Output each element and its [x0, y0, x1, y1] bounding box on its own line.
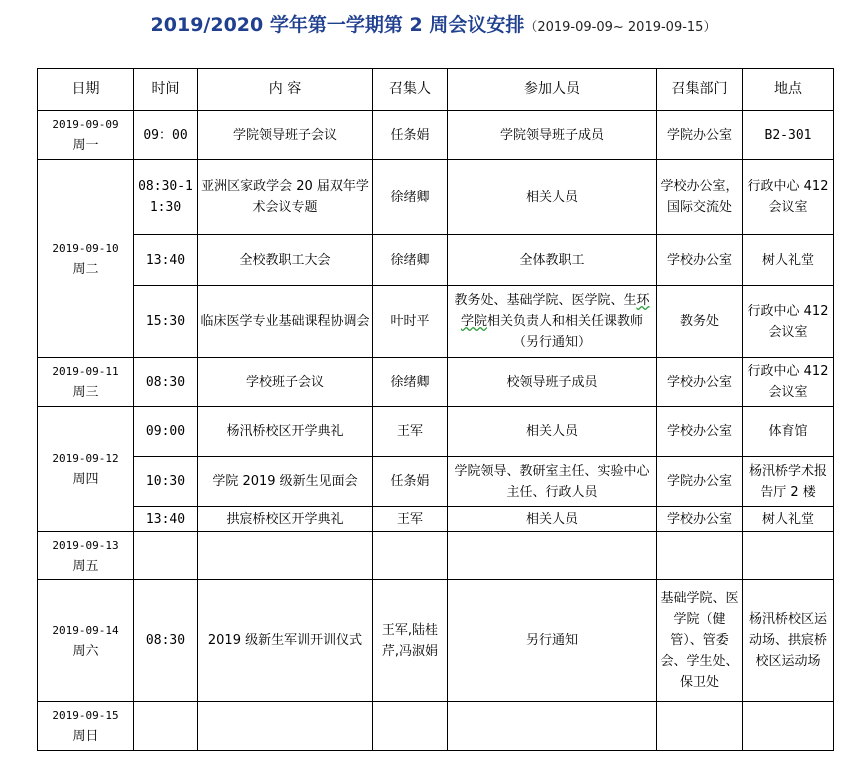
time-cell: 08:30	[134, 580, 198, 702]
department-cell: 学校办公室	[657, 358, 743, 407]
location-cell: 体育馆	[743, 407, 834, 457]
header-participants: 参加人员	[448, 69, 657, 111]
participants-cell: 教务处、基础学院、医学院、生环学院相关负责人和相关任课教师（另行通知）	[448, 286, 657, 358]
table-row	[38, 286, 834, 358]
location-cell: 树人礼堂	[743, 235, 834, 286]
convener-cell: 王军	[373, 407, 448, 457]
content-cell: 拱宸桥校区开学典礼	[198, 507, 373, 532]
convener-cell: 王军	[373, 507, 448, 532]
participants-cell: 全体教职工	[448, 235, 657, 286]
location-cell: 树人礼堂	[743, 507, 834, 532]
convener-cell: 任条娟	[373, 111, 448, 160]
table-row	[38, 457, 834, 507]
participants-cell: 相关人员	[448, 160, 657, 235]
time-cell	[134, 702, 198, 751]
title-date-range: （2019-09-09~ 2019-09-15）	[524, 20, 717, 35]
content-cell: 学院领导班子会议	[198, 111, 373, 160]
date-cell: 2019-09-13 周五	[38, 532, 134, 580]
content-cell: 全校教职工大会	[198, 235, 373, 286]
header-time: 时间	[134, 69, 198, 111]
time-cell: 08:30	[134, 358, 198, 407]
convener-cell	[373, 702, 448, 751]
time-cell: 09：00	[134, 111, 198, 160]
convener-cell: 徐绪卿	[373, 358, 448, 407]
content-cell: 学校班子会议	[198, 358, 373, 407]
location-cell: 行政中心 412 会议室	[743, 286, 834, 358]
time-cell: 15:30	[134, 286, 198, 358]
date-cell: 2019-09-09 周一	[38, 111, 134, 160]
date-cell: 2019-09-15 周日	[38, 702, 134, 751]
convener-cell: 徐绪卿	[373, 160, 448, 235]
time-cell: 13:40	[134, 507, 198, 532]
header-content: 内 容	[198, 69, 373, 111]
department-cell: 学院办公室	[657, 111, 743, 160]
location-cell: 行政中心 412 会议室	[743, 358, 834, 407]
location-cell	[743, 532, 834, 580]
participants-cell	[448, 702, 657, 751]
participants-cell: 另行通知	[448, 580, 657, 702]
content-cell: 2019 级新生军训开训仪式	[198, 580, 373, 702]
date-cell: 2019-09-14 周六	[38, 580, 134, 702]
content-cell: 亚洲区家政学会 20 届双年学术会议专题	[198, 160, 373, 235]
participants-cell: 相关人员	[448, 507, 657, 532]
convener-cell: 王军,陆桂芹,冯淑娟	[373, 580, 448, 702]
header-row	[38, 69, 834, 111]
title-main: 2019/2020 学年第一学期第 2 周会议安排	[150, 14, 525, 36]
spellcheck-underline: 环学院	[460, 293, 650, 329]
table-row	[38, 507, 834, 532]
location-cell: 行政中心 412 会议室	[743, 160, 834, 235]
time-cell: 09:00	[134, 407, 198, 457]
content-cell: 杨汛桥校区开学典礼	[198, 407, 373, 457]
department-cell: 学校办公室，国际交流处	[657, 160, 743, 235]
department-cell: 学校办公室	[657, 235, 743, 286]
header-department: 召集部门	[657, 69, 743, 111]
department-cell: 基础学院、医学院（健管）、管委会、学生处、保卫处	[657, 580, 743, 702]
location-cell: B2-301	[743, 111, 834, 160]
convener-cell: 任条娟	[373, 457, 448, 507]
content-cell: 学院 2019 级新生见面会	[198, 457, 373, 507]
table-row	[38, 407, 834, 457]
location-cell: 杨汛桥学术报告厅 2 楼	[743, 457, 834, 507]
table-row	[38, 532, 834, 580]
convener-cell: 徐绪卿	[373, 235, 448, 286]
department-cell	[657, 532, 743, 580]
table-row	[38, 160, 834, 235]
department-cell: 教务处	[657, 286, 743, 358]
time-cell: 13:40	[134, 235, 198, 286]
table-row	[38, 358, 834, 407]
participants-cell: 学院领导、教研室主任、实验中心主任、行政人员	[448, 457, 657, 507]
location-cell	[743, 702, 834, 751]
participants-cell: 校领导班子成员	[448, 358, 657, 407]
table-row	[38, 235, 834, 286]
header-date: 日期	[38, 69, 134, 111]
convener-cell: 叶时平	[373, 286, 448, 358]
convener-cell	[373, 532, 448, 580]
date-cell: 2019-09-11 周三	[38, 358, 134, 407]
table-row	[38, 111, 834, 160]
content-cell: 临床医学专业基础课程协调会	[198, 286, 373, 358]
table-row	[38, 702, 834, 751]
header-convener: 召集人	[373, 69, 448, 111]
time-cell: 10:30	[134, 457, 198, 507]
date-cell: 2019-09-10 周二	[38, 160, 134, 358]
time-cell	[134, 532, 198, 580]
header-location: 地点	[743, 69, 834, 111]
department-cell: 学校办公室	[657, 407, 743, 457]
time-cell: 08:30-11:30	[134, 160, 198, 235]
content-cell	[198, 702, 373, 751]
location-cell: 杨汛桥校区运动场、拱宸桥校区运动场	[743, 580, 834, 702]
department-cell	[657, 702, 743, 751]
content-cell	[198, 532, 373, 580]
table-row	[38, 580, 834, 702]
page-title	[0, 10, 867, 37]
participants-cell: 学院领导班子成员	[448, 111, 657, 160]
participants-cell: 相关人员	[448, 407, 657, 457]
meeting-schedule-table	[37, 68, 834, 751]
participants-cell	[448, 532, 657, 580]
date-cell: 2019-09-12 周四	[38, 407, 134, 532]
department-cell: 学校办公室	[657, 507, 743, 532]
department-cell: 学院办公室	[657, 457, 743, 507]
